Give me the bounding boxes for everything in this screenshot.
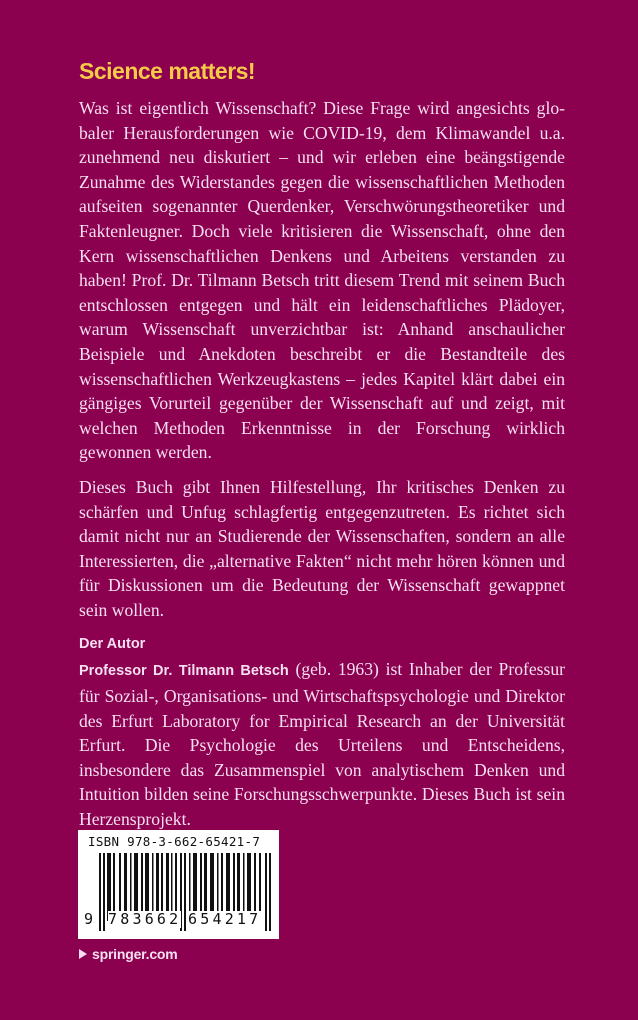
publisher-link[interactable]	[79, 946, 178, 962]
headline: Science matters!	[79, 58, 256, 84]
isbn-label: ISBN 978-3-662-65421-7	[88, 834, 261, 849]
blurb-paragraph-2: Dieses Buch gibt Ihnen Hilfestellung, Ihr kritisches Denken zu schärfen und Unfug schlagfertig entgegenzutreten. Es richtet sich damit nicht nur an Studierende der Wissenschaften, sondern an alle Interessierten, die „alternative Fakten“ nicht mehr hören können und für Diskussionen um die Bedeutung der Wissenschaft gewappnet sein wollen.	[79, 476, 565, 620]
blurb-content	[79, 58, 565, 832]
author-bio	[79, 657, 565, 831]
author-heading: Der Autor	[79, 636, 146, 653]
ean-left-digits: 783662	[108, 910, 182, 928]
author-bio-text: (geb. 1963) ist Inhaber der Professur für Sozial-, Organisations- und Wirtschaftspsychologie und Direktor des Erfurt Laboratory for Empirical Research an der Universität Erfurt. Die Psychologie des Urteilens und Entscheidens, insbesondere das Zusammenspiel von analytischem Denken und Intuition bilden seine Forschungsschwerpunkte. Dieses Buch ist sein Herzensprojekt.	[79, 659, 566, 830]
author-name: Professor Dr. Tilmann Betsch	[79, 663, 289, 680]
blurb-paragraph-1: Was ist eigentlich Wissenschaft? Diese Frage wird angesichts globaler Herausforderungen wie COVID-19, dem Klimawandel u.a. zunehmend neu diskutiert – und wir erleben eine beängstigende Zunahme des Widerstandes gegen die wissenschaftlichen Methoden aufseiten sogenannter Querdenker, Verschwörungstheoretiker und Faktenleugner. Doch viele kritisieren die Wissenschaft, ohne den Kern wissenschaftlichen Denkens und Arbeitens verstanden zu haben! Prof. Dr. Tilmann Betsch tritt diesem Trend mit seinem Buch entschlossen entgegen und hält ein leidenschaftliches Plädoyer, warum Wissenschaft unverzichtbar ist: Anhand anschaulicher Beispiele und Anekdoten beschreibt er die Bestandteile des wissenschaftlichen Werkzeugkastens – jedes Kapitel klärt dabei ein gängiges Vorurteil gegenüber der Wissenschaft auf und zeigt, mit welchen Methoden Erkenntnisse in der Forschung wirklich gewonnen werden.	[79, 98, 565, 463]
triangle-arrow-icon	[79, 949, 87, 959]
publisher-link-label: springer.com	[92, 946, 178, 962]
isbn-barcode	[78, 830, 279, 939]
ean-first-digit: 9	[84, 910, 94, 928]
ean-right-digits: 654217	[188, 910, 262, 928]
